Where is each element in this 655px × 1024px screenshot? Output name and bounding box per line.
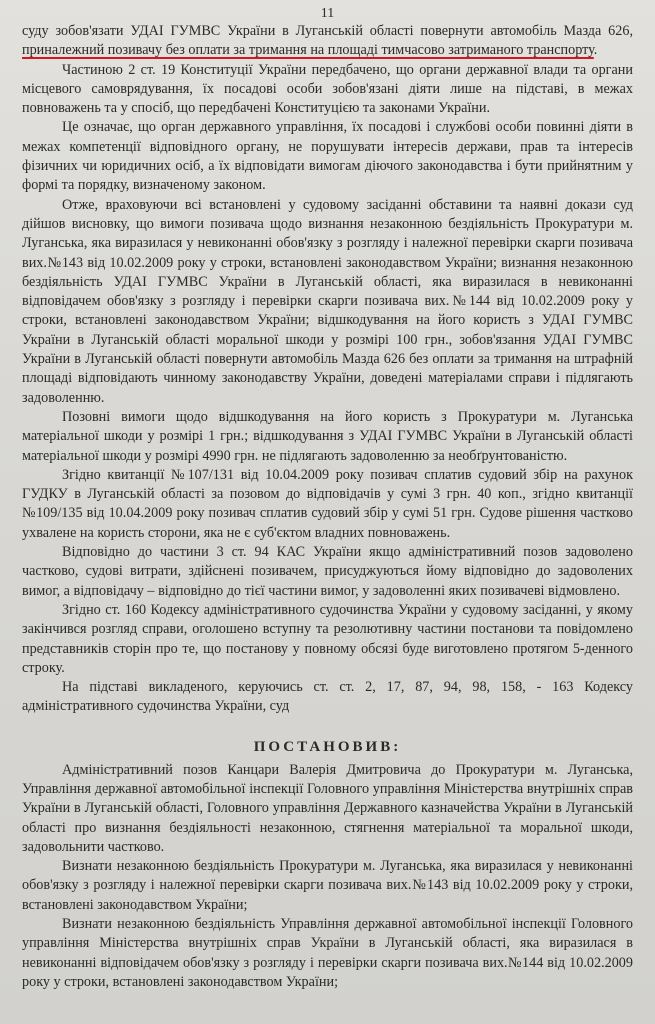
paragraph-1 [22, 22, 633, 61]
paragraph-5: Позовні вимоги щодо відшкодування на його користь з Прокуратури м. Луганська матеріальної шкоди у розмірі 1 грн.; відшкодування з УДАІ ГУМВС України в Луганській області матеріальної шкоди у розмірі 4990 грн. не підлягають задоволенню за необґрунтованістю. [22, 408, 633, 464]
paragraph-2: Частиною 2 ст. 19 Конституції України передбачено, що органи державної влади та органи місцевого самоврядування, їх посадові особи зобов'язані діяти лише на підставі, в межах повноважень та у спосіб, що передбачені Конституцією та законами України. [22, 61, 633, 117]
paragraph-8: Згідно ст. 160 Кодексу адміністративного судочинства України у судовому засіданні, у якому закінчився розгляд справи, оголошено вступну та резолютивну частини постанови та повідомлено представників сторін про те, що постанову у повному обсязі буде виготовлено протягом 5-денного строку. [22, 601, 633, 676]
underlined-phrase: приналежний позивачу без оплати за тримання на площаді тимчасово затриманого транспорту [22, 42, 594, 59]
paragraph-3: Це означає, що орган державного управління, їх посадові і службові особи повинні діяти в межах компетенції відповідного органу, не порушувати інтересів держави, прав та інтересів фізичних чи юридичних осіб, а їх відповідати вимогам діючого законодавства і бути прийнятним у формі та порядку, визначеному законом. [22, 119, 633, 194]
paragraph-7: Відповідно до частини 3 ст. 94 КАС України якщо адміністративний позов задоволено частково, судові витрати, здійснені позивачем, присуджуються йому відповідно до задоволених вимог, а відповідачу – відповідно до тієї частини вимог, у задоволенні яких позивачеві відмовлено. [22, 544, 633, 599]
page-number: 11 [320, 6, 335, 21]
resolution-heading: ПОСТАНОВИВ: [253, 738, 402, 755]
paragraph-4: Отже, враховуючи всі встановлені у судовому засіданні обставини та наявні докази суд дійшов висновку, що вимоги позивача щодо визнання незаконною бездіяльність Прокуратури м. Луганська, яка виразилася у невиконанні обов'язку з розгляду і належної перевірки скарги позивача вих.№143 від 10.02.2009 року у строки, встановлені законодавством України; визнання незаконною бездіяльність УДАІ ГУМВС України в Луганській області, яка виразилася в невиконанні відповідачем обов'язку з розгляду і перевірки скарги позивача вих.№144 від 10.02.2009 року у строки, встановлені законодавством України; відшкодування на його користь з УДАІ ГУМВС України в Луганській області моральної шкоди у розмірі 100 грн., зобов'язання УДАІ ГУМВС України в Луганській області повернути автомобіль Мазда 626 без оплати за тримання на штрафній площаді відповідають чинному законодавству України, доведені матеріалами справи і підлягають задоволенню. [22, 196, 633, 406]
paragraph-11: Визнати незаконною бездіяльність Прокуратури м. Луганська, яка виразилася у невиконанні обов'язку з розгляду і належної перевірки скарги позивача вих.№143 від 10.02.2009 року у строки, встановлені законодавством України; [22, 858, 633, 913]
paragraph-6: Згідно квитанції №107/131 від 10.04.2009 року позивач сплатив судовий збір на рахунок ГУДКУ в Луганській області за позовом до відповідачів у сумі 3 грн. 40 коп., згідно квитанції №109/135 від 10.04.2009 року позивач сплатив судовий збір у сумі 51 грн. Судове рішення частково ухвалене на користь сторони, яка не є суб'єктом владних повноважень. [22, 466, 633, 541]
paragraph-9: На підставі викладеного, керуючись ст. ст. 2, 17, 87, 94, 98, 158, - 163 Кодексу адміністративного судочинства України, суд [22, 679, 633, 715]
paragraph-1-end: . [593, 42, 598, 59]
paragraph-12: Визнати незаконною бездіяльність Управління державної автомобільної інспекції Головного управління Міністерства внутрішніх справ України в Луганській області, яка виразилася в невиконанні відповідачем обов'язку з розгляду і перевірки скарги позивача вих.№144 від 10.02.2009 року у строки, встановлені законодавством України; [22, 916, 633, 990]
paragraph-1-start: суду зобов'язати УДАІ ГУМВС України в Луганській області повернути автомобіль Мазда 626, [22, 23, 633, 39]
paragraph-10: Адміністративний позов Канцари Валерія Дмитровича до Прокуратури м. Луганська, Управління державної автомобільної інспекції Головного управління Міністерства внутрішніх справ України в Луганській області, Головного управління Державного казначейства України в Луганській області про визнання бездіяльності незаконною, стягнення матеріальної та моральної шкоди, задовольнити частково. [22, 761, 633, 855]
